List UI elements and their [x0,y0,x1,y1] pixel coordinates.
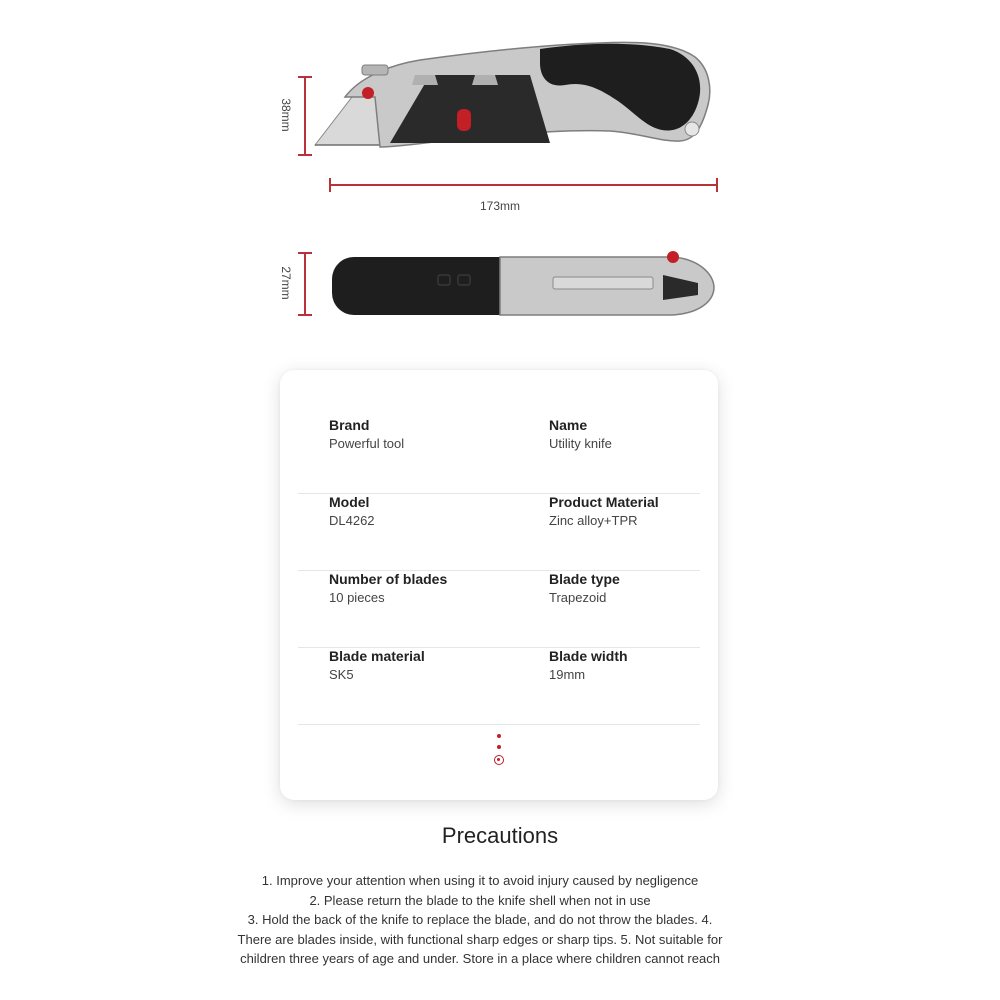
spec-key: Blade width [549,648,628,664]
spec-value: Powerful tool [329,436,405,451]
decorative-dot [497,734,501,738]
precautions-text [180,871,780,969]
precaution-line: 1. Improve your attention when using it to avoid injury caused by negligence [261,873,699,888]
spec-row [298,493,700,571]
spec-value: Trapezoid [549,590,607,605]
knife-side-view [300,35,730,170]
height-dimension-line [304,76,306,156]
top-height-label: 27mm [279,266,293,300]
precaution-line: children three years of age and under. Store in a place where children cannot reach [240,951,720,966]
dimension-tick [298,154,312,156]
spec-card [280,370,718,800]
spec-value: DL4262 [329,513,375,528]
spec-cell [549,416,612,453]
spec-key: Product Material [549,494,659,510]
spec-cell [329,416,404,453]
dimension-tick [716,178,718,192]
spec-cell [329,647,425,684]
spec-cell [549,493,659,530]
dimension-tick [298,76,312,78]
spec-value: 10 pieces [329,590,385,605]
side-height-label: 38mm [279,98,293,132]
blade [315,97,380,145]
length-label: 173mm [479,199,520,213]
spec-row [298,570,700,648]
lanyard-hole [685,122,699,136]
spec-value: 19mm [549,667,586,682]
black-handle-top [332,257,522,315]
precautions-title: Precautions [441,823,559,848]
dimension-tick [329,178,331,192]
dimension-tick [298,252,312,254]
target-icon [494,755,504,765]
spec-row [298,416,700,494]
red-lock-button-top [667,251,679,263]
spec-value: Zinc alloy+TPR [549,513,638,528]
spec-key: Brand [329,417,370,433]
spec-row [298,647,700,725]
decorative-dot [497,745,501,749]
spec-value: Utility knife [549,436,612,451]
length-dimension-line [330,184,718,186]
spec-key: Model [329,494,370,510]
red-slider-button [457,109,471,131]
spec-value: SK5 [329,667,354,682]
spec-cell [329,493,375,530]
dimension-tick [298,314,312,316]
spec-cell [549,570,620,607]
spec-key: Blade material [329,648,425,664]
spec-cell [329,570,447,607]
spec-key: Name [549,417,588,433]
spec-key: Number of blades [329,571,448,587]
spec-key: Blade type [549,571,620,587]
red-lock-button [362,87,374,99]
precaution-line: There are blades inside, with functional sharp edges or sharp tips. 5. Not suitable for [237,931,723,947]
top-height-dimension-line [304,252,306,316]
precaution-line: 2. Please return the blade to the knife shell when not in use [309,892,651,908]
knife-top-view [328,245,723,325]
spec-cell [549,647,628,684]
precaution-line: 3. Hold the back of the knife to replace the blade, and do not throw the blades. 4. [247,912,713,927]
